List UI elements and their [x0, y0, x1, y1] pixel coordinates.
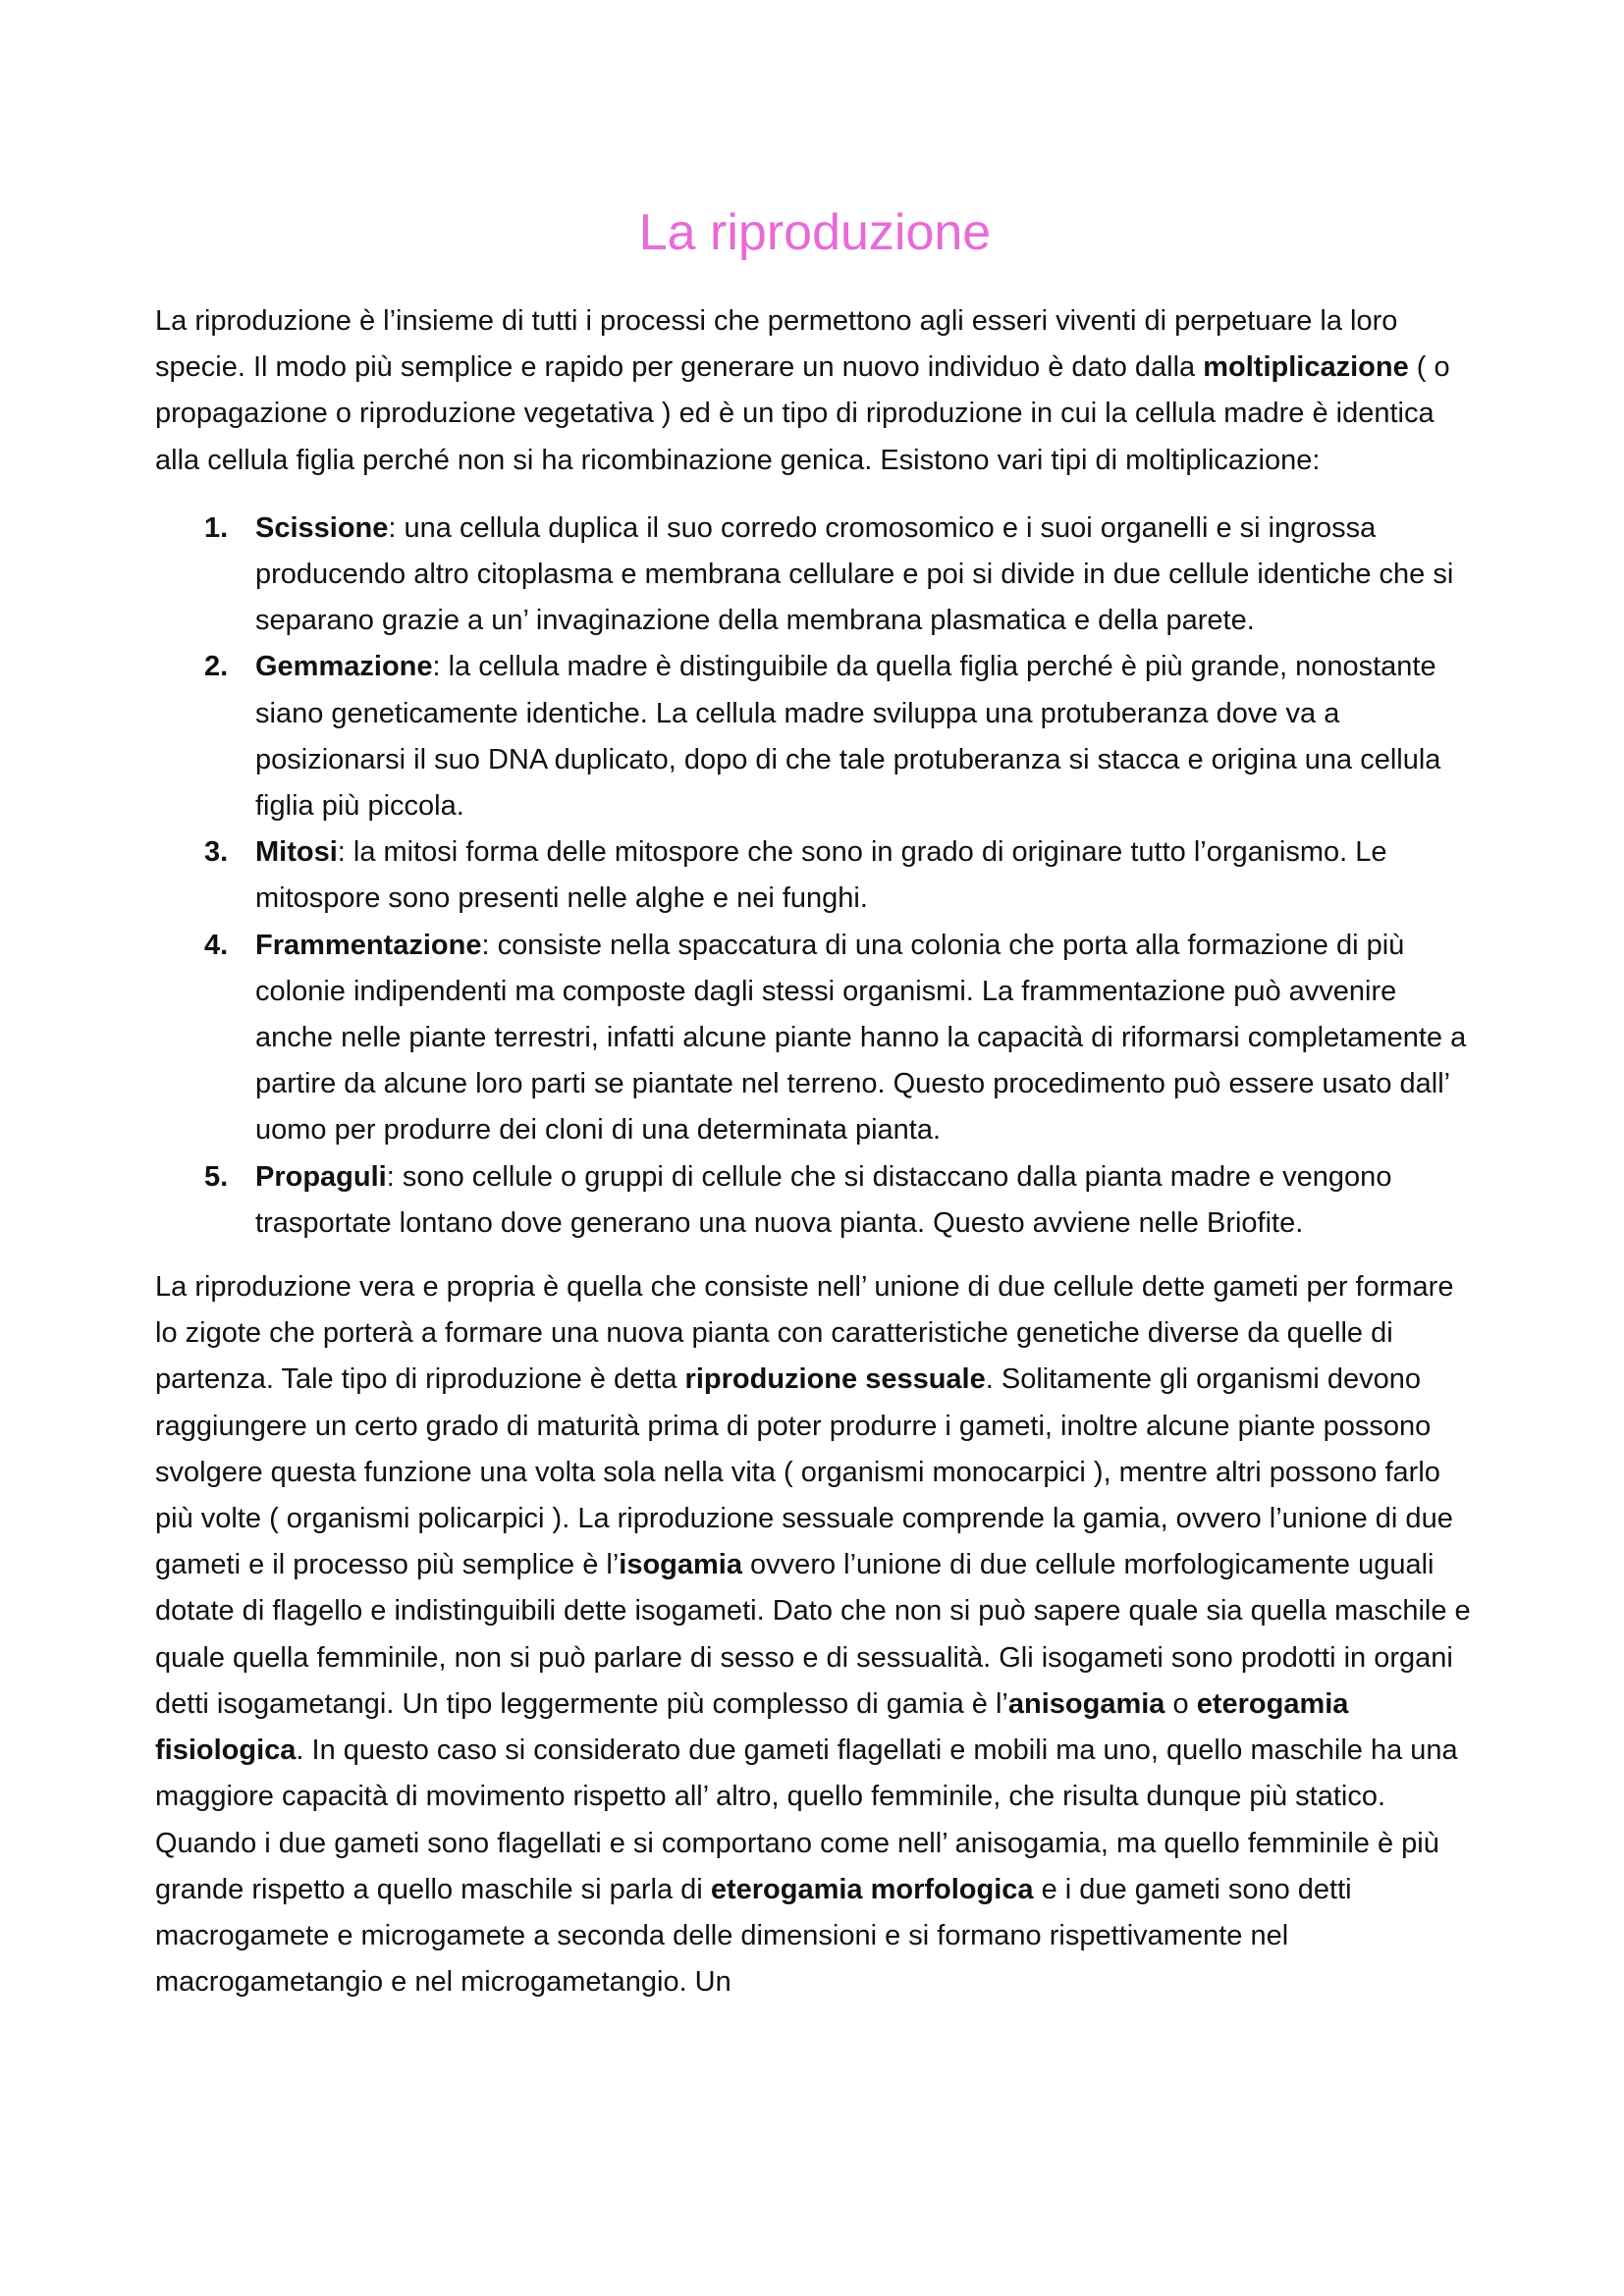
list-item — [155, 829, 1475, 922]
list-text: : consiste nella spaccatura di una colonia che porta alla formazione di più colonie indipendenti ma composte dagli stessi organismi. La frammentazione può avvenire anche nelle piante terrestri, infatti alcune piante hanno la capacità di riformarsi completamente a partire da alcune loro parti se piantate nel terreno. Questo procedimento può essere usato dall’ uomo per produrre dei cloni di una determinata pianta. — [255, 929, 1467, 1147]
list-text: : una cellula duplica il suo corredo cromosomico e i suoi organelli e si ingrossa producendo altro citoplasma e membrana cellulare e poi si divide in due cellule identiche che si separano grazie a un’ invaginazione della membrana plasmatica e della parete. — [255, 511, 1454, 637]
list-number: 5. — [204, 1160, 229, 1193]
list-term: Mitosi — [255, 836, 338, 869]
second-bold-isogamia: isogamia — [619, 1549, 742, 1581]
intro-text-1: La riproduzione è l’insieme di tutti i processi che permettono agli esseri viventi di perpetuare la loro specie. Il modo più semplice e rapido per generare un nuovo individuo è dato dalla — [155, 305, 1398, 384]
list-item — [155, 1154, 1475, 1247]
second-bold-eterogamia-fisiologica: eterogamia fisiologica — [155, 1687, 1349, 1767]
list-term: Gemmazione — [255, 651, 433, 683]
intro-bold-moltiplicazione: moltiplicazione — [1203, 351, 1409, 384]
list-number: 4. — [204, 929, 229, 961]
list-text: : la mitosi forma delle mitospore che sono in grado di originare tutto l’organismo. Le mitospore sono presenti nelle alghe e nei funghi. — [255, 836, 1387, 915]
list-number: 2. — [204, 651, 229, 683]
list-text: : la cellula madre è distinguibile da quella figlia perché è più grande, nonostante siano geneticamente identiche. La cellula madre sviluppa una protuberanza dove va a posizionarsi il suo DNA duplicato, dopo di che tale protuberanza si stacca e origina una cellula figlia più piccola. — [255, 651, 1441, 823]
second-text-1: La riproduzione vera e propria è quella che consiste nell’ unione di due cellule dette gameti per formare lo zigote che porterà a formare una nuova pianta con caratteristiche genetiche diverse da quelle di partenza. Tale tipo di riproduzione è detta — [155, 1271, 1454, 1396]
second-text-2: . Solitamente gli organismi devono raggiungere un certo grado di maturità prima di poter produrre i gameti, inoltre alcune piante possono svolgere questa funzione una volta sola nella vita ( organismi monocarpici ), mentre altri possono farlo più volte ( organismi policarpici ). La riproduzione sessuale comprende la gamia, ovvero l’unione di due gameti e il processo più semplice è l’ — [155, 1363, 1453, 1581]
second-bold-riproduzione-sessuale: riproduzione sessuale — [684, 1363, 986, 1396]
second-text-5: . In questo caso si considerato due gameti flagellati e mobili ma uno, quello maschile ha una maggiore capacità di movimento rispetto all’ altro, quello femminile, che risulta dunque più statico. Quando i due gameti sono flagellati e si comportano come nell’ anisogamia, ma quello femminile è più grande rispetto a quello maschile si parla di — [155, 1735, 1458, 1905]
list-number: 3. — [204, 836, 229, 869]
intro-paragraph — [155, 298, 1475, 484]
list-number: 1. — [204, 511, 229, 544]
sexual-reproduction-paragraph — [155, 1264, 1475, 2005]
list-term: Frammentazione — [255, 929, 482, 961]
intro-text-2: ( o propagazione o riproduzione vegetativa ) ed è un tipo di riproduzione in cui la cellula madre è identica alla cellula figlia perché non si ha ricombinazione genica. Esistono vari tipi di moltiplicazione: — [155, 351, 1450, 476]
second-bold-anisogamia: anisogamia — [1007, 1687, 1165, 1720]
list-term: Propaguli — [255, 1160, 387, 1193]
second-text-3: ovvero l’unione di due cellule morfologicamente uguali dotate di flagello e indistinguibili dette isogameti. Dato che non si può sapere quale sia quella maschile e quale quella femminile, non si può parlare di sesso e di sessualità. Gli isogameti sono prodotti in organi detti isogametangi. Un tipo leggermente più complesso di gamia è l’ — [155, 1549, 1471, 1720]
list-item — [155, 644, 1475, 829]
list-item — [155, 923, 1475, 1154]
multiplication-types-list — [155, 506, 1475, 1247]
page-title: La riproduzione — [638, 204, 992, 261]
second-text-4: o — [1164, 1687, 1197, 1720]
list-term: Scissione — [255, 511, 389, 544]
second-text-6: e i due gameti sono detti macrogamete e microgamete a seconda delle dimensioni e si formano rispettivamente nel macrogametangio e nel microgametangio. Un — [155, 1873, 1352, 1999]
list-text: : sono cellule o gruppi di cellule che si distaccano dalla pianta madre e vengono trasportate lontano dove generano una nuova pianta. Questo avviene nelle Briofite. — [255, 1160, 1392, 1239]
second-bold-eterogamia-morfologica: eterogamia morfologica — [710, 1873, 1034, 1905]
list-item — [155, 506, 1475, 645]
